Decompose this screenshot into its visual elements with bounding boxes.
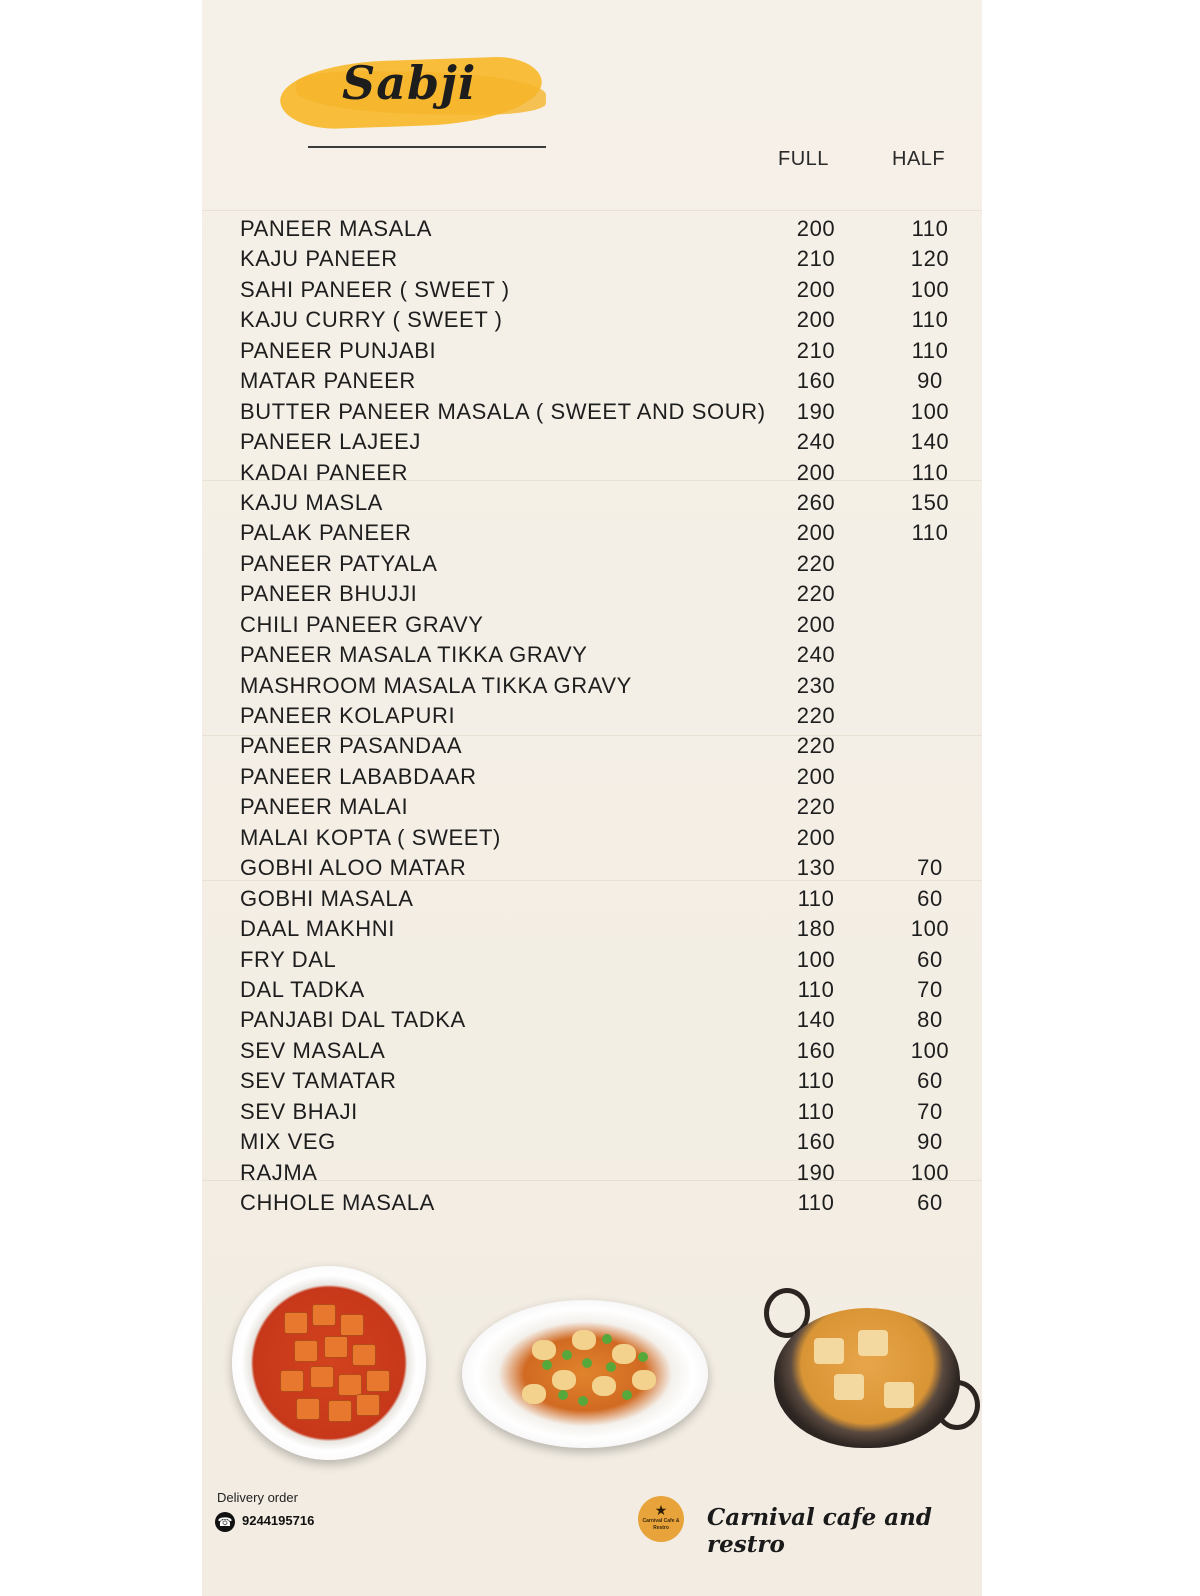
price-full: 200 (796, 216, 836, 241)
logo-text: Carnival Cafe & Restro (642, 1518, 680, 1531)
paneer-cube (296, 1398, 320, 1420)
price-full: 210 (796, 337, 836, 363)
cauliflower-piece (572, 1330, 596, 1350)
menu-row (240, 214, 960, 244)
price-full: 190 (796, 1159, 836, 1185)
pea (602, 1334, 612, 1344)
paneer-cube (312, 1304, 336, 1326)
price-full: 200 (796, 611, 836, 637)
gobhi-plate-image (462, 1300, 708, 1448)
dish-name: PANJABI DAL TADKA (240, 1007, 466, 1033)
menu-row (240, 701, 960, 731)
price-half: 120 (910, 246, 950, 272)
menu-row (240, 975, 960, 1005)
price-full: 210 (796, 246, 836, 272)
dish-name: DAL TADKA (240, 976, 365, 1002)
menu-row (240, 1036, 960, 1066)
menu-row (240, 1158, 960, 1188)
price-half: 60 (917, 1190, 943, 1215)
price-full: 220 (796, 550, 836, 576)
menu-row (240, 275, 960, 305)
pea (606, 1362, 616, 1372)
price-full: 190 (796, 398, 836, 424)
cauliflower-piece (592, 1376, 616, 1396)
column-header-half: HALF (892, 148, 946, 170)
dish-name: MATAR PANEER (240, 368, 416, 394)
menu-row (240, 853, 960, 883)
paneer-cube (310, 1366, 334, 1388)
paneer-cube (366, 1370, 390, 1392)
price-full: 160 (796, 1037, 836, 1063)
price-half: 60 (917, 1068, 943, 1094)
paneer-piece (834, 1374, 864, 1400)
pea (638, 1352, 648, 1362)
pea (578, 1396, 588, 1406)
menu-row (240, 640, 960, 670)
menu-row (240, 1097, 960, 1127)
price-half: 70 (917, 976, 943, 1002)
dish-name: PANEER PATYALA (240, 550, 438, 576)
kadai-dish-image (764, 1290, 970, 1460)
pea (562, 1350, 572, 1360)
cauliflower-piece (552, 1370, 576, 1390)
paneer-cube (294, 1340, 318, 1362)
price-full: 160 (796, 368, 836, 394)
price-full: 110 (797, 1068, 835, 1094)
delivery-label: Delivery order (217, 1490, 298, 1505)
menu-row (240, 1127, 960, 1157)
price-half: 100 (910, 1159, 950, 1185)
menu-row (240, 731, 960, 761)
dish-name: BUTTER PANEER MASALA ( SWEET AND SOUR) (240, 398, 766, 424)
price-full: 200 (796, 307, 836, 333)
price-half: 150 (910, 489, 950, 515)
paneer-piece (884, 1382, 914, 1408)
pea (622, 1390, 632, 1400)
paneer-cube (356, 1394, 380, 1416)
dish-name: PANEER PASANDAA (240, 733, 463, 759)
price-half: 70 (917, 1098, 943, 1124)
price-full: 110 (797, 1098, 835, 1124)
price-half: 100 (910, 276, 950, 302)
pea (558, 1390, 568, 1400)
menu-row (240, 305, 960, 335)
dish-name: SEV TAMATAR (240, 1068, 397, 1094)
price-full: 100 (796, 946, 836, 972)
cauliflower-piece (632, 1370, 656, 1390)
paneer-bowl-image (232, 1266, 426, 1460)
paneer-cube (280, 1370, 304, 1392)
price-full: 140 (796, 1007, 836, 1033)
price-half: 60 (917, 885, 943, 911)
dish-name: SEV MASALA (240, 1037, 386, 1063)
dish-name: KAJU CURRY ( SWEET ) (240, 307, 503, 333)
paneer-cube (328, 1400, 352, 1422)
dish-name: PALAK PANEER (240, 520, 412, 546)
price-half: 110 (911, 307, 949, 333)
menu-row (240, 762, 960, 792)
chef-icon: ★ (654, 1502, 668, 1518)
phone-number[interactable]: 9244195716 (242, 1513, 315, 1528)
dish-name: MALAI KOPTA ( SWEET) (240, 824, 501, 850)
price-half: 110 (911, 337, 949, 363)
brand-name: Carnival cafe and restro (707, 1504, 932, 1558)
price-full: 220 (796, 733, 836, 759)
price-half: 100 (910, 398, 950, 424)
price-full: 240 (796, 642, 836, 668)
menu-row (240, 610, 960, 640)
section-title (280, 52, 550, 138)
menu-row (240, 945, 960, 975)
menu-row (240, 549, 960, 579)
dish-name: PANEER KOLAPURI (240, 703, 456, 728)
price-full: 200 (796, 520, 836, 546)
kadai-body (774, 1308, 960, 1448)
cauliflower-piece (532, 1340, 556, 1360)
pea (582, 1358, 592, 1368)
price-full: 200 (796, 824, 836, 850)
wood-grain (202, 210, 982, 211)
dish-name: FRY DAL (240, 946, 337, 972)
dish-name: PANEER MASALA TIKKA GRAVY (240, 642, 588, 668)
dish-name: PANEER PUNJABI (240, 337, 437, 363)
paneer-piece (814, 1338, 844, 1364)
dish-name: SEV BHAJI (240, 1098, 358, 1124)
dish-name: DAAL MAKHNI (240, 916, 395, 942)
price-full: 200 (796, 763, 836, 789)
cauliflower-piece (612, 1344, 636, 1364)
price-full: 180 (796, 916, 836, 942)
paneer-cube (338, 1374, 362, 1396)
menu-row (240, 488, 960, 518)
cauliflower-piece (522, 1384, 546, 1404)
price-half: 110 (911, 520, 949, 546)
price-full: 220 (796, 581, 836, 607)
dish-name: PANEER LABABDAAR (240, 763, 477, 789)
price-half: 110 (911, 459, 949, 485)
phone-icon: ☎ (215, 1512, 235, 1532)
paneer-cube (324, 1336, 348, 1358)
price-full: 130 (796, 855, 836, 881)
column-header-full: FULL (778, 148, 829, 170)
price-half: 100 (910, 916, 950, 942)
dish-name: GOBHI MASALA (240, 885, 414, 911)
menu-list (240, 214, 960, 1218)
menu-page (202, 0, 982, 1596)
dish-name: CHHOLE MASALA (240, 1190, 435, 1215)
menu-row (240, 579, 960, 609)
menu-row (240, 914, 960, 944)
cafe-logo (638, 1496, 684, 1542)
price-half: 90 (917, 1129, 943, 1155)
price-full: 110 (797, 885, 835, 911)
dish-name: PANEER MALAI (240, 794, 409, 820)
paneer-cube (352, 1344, 376, 1366)
dish-name: PANEER MASALA (240, 216, 433, 241)
price-full: 240 (796, 429, 836, 455)
price-half: 60 (917, 946, 943, 972)
price-full: 220 (796, 794, 836, 820)
price-full: 260 (796, 489, 836, 515)
menu-row (240, 884, 960, 914)
price-half: 100 (910, 1037, 950, 1063)
dish-name: PANEER BHUJJI (240, 581, 418, 607)
menu-row (240, 1005, 960, 1035)
dish-name: MASHROOM MASALA TIKKA GRAVY (240, 672, 632, 698)
paneer-cube (284, 1312, 308, 1334)
price-full: 110 (797, 1190, 835, 1215)
title-underline (308, 146, 546, 148)
price-full: 200 (796, 459, 836, 485)
dish-name: RAJMA (240, 1159, 318, 1185)
paneer-cube (340, 1314, 364, 1336)
price-full: 220 (796, 703, 836, 728)
dish-name: GOBHI ALOO MATAR (240, 855, 467, 881)
dish-name: KAJU PANEER (240, 246, 398, 272)
dish-name: KADAI PANEER (240, 459, 409, 485)
menu-row (240, 792, 960, 822)
menu-row (240, 823, 960, 853)
menu-row (240, 518, 960, 548)
page-title: Sabji (342, 56, 477, 110)
price-half: 140 (910, 429, 950, 455)
dish-name: SAHI PANEER ( SWEET ) (240, 276, 510, 302)
price-half: 110 (911, 216, 949, 241)
menu-row (240, 1066, 960, 1096)
price-full: 160 (796, 1129, 836, 1155)
menu-row (240, 336, 960, 366)
menu-row (240, 244, 960, 274)
dish-name: KAJU MASLA (240, 489, 383, 515)
price-full: 200 (796, 276, 836, 302)
price-half: 80 (917, 1007, 943, 1033)
pea (542, 1360, 552, 1370)
price-half: 70 (917, 855, 943, 881)
menu-row (240, 671, 960, 701)
price-half: 90 (917, 368, 943, 394)
dish-name: PANEER LAJEEJ (240, 429, 422, 455)
paneer-piece (858, 1330, 888, 1356)
dish-name: CHILI PANEER GRAVY (240, 611, 484, 637)
menu-row (240, 427, 960, 457)
dish-name: MIX VEG (240, 1129, 336, 1155)
menu-row (240, 1188, 960, 1218)
menu-row (240, 366, 960, 396)
menu-row (240, 458, 960, 488)
menu-row (240, 397, 960, 427)
price-full: 110 (797, 976, 835, 1002)
price-full: 230 (796, 672, 836, 698)
